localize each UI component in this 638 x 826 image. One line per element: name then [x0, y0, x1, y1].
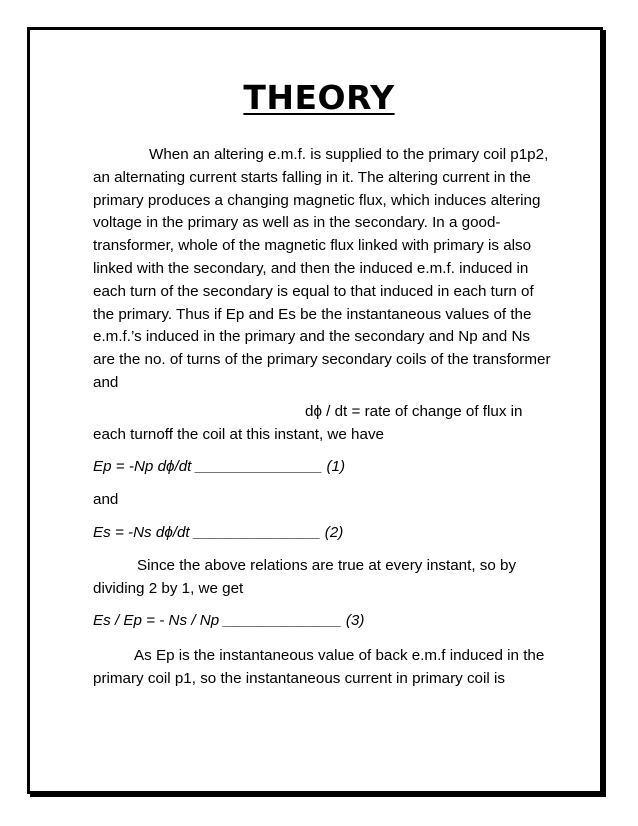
paragraph-back-emf: As Ep is the instantaneous value of back e.m.f induced in the primary coil p1, so the instantaneous current in primary coil is [93, 647, 545, 687]
page-title-text: THEORY [243, 78, 395, 117]
paragraph-intro: When an altering e.m.f. is supplied to the primary coil p1p2, an alternating current starts falling in it. The altering current in the primary produces a changing magnetic flux, which induces altering voltage in the primary as well as in the secondary. In a good-transformer, whole of the magnetic flux linked with primary is also linked with the secondary, and then the induced e.m.f. induced in each turn of the secondary is equal to that induced in each turn of the primary. Thus if Ep and Es be the instantaneous values of the e.m.f.’s induced in the primary and the secondary and Np and Ns are the no. of turns of the primary secondary coils of the transformer and [93, 146, 551, 391]
connector-and: and [93, 491, 119, 509]
equation-2: Es = -Ns dϕ/dt _______________ (2) [93, 523, 344, 541]
page-title [0, 78, 638, 118]
flux-definition [93, 401, 553, 447]
equation-1: Ep = -Np dϕ/dt _______________ (1) [93, 458, 346, 476]
document-body [93, 144, 553, 691]
paragraph-dividing: Since the above relations are true at every instant, so by dividing 2 by 1, we get [93, 556, 517, 597]
flux-definition-part1: dϕ / dt = rate of change of flux in [305, 402, 523, 420]
equation-3: Es / Ep = - Ns / Np ______________ (3) [93, 612, 365, 630]
flux-definition-part2: each turnoff the coil at this instant, we have [93, 425, 384, 443]
